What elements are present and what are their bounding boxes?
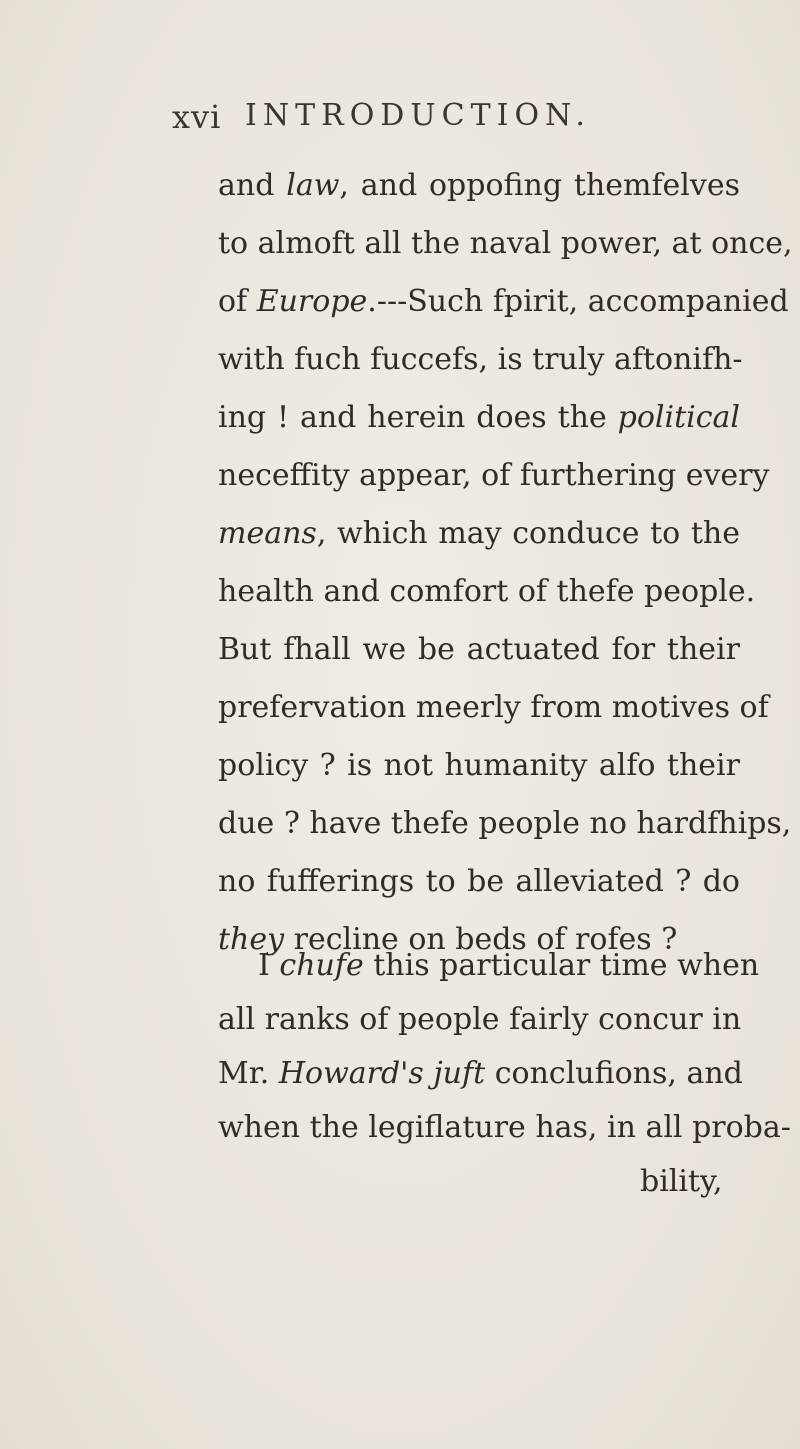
text-line xyxy=(218,398,740,438)
text-line xyxy=(218,630,740,670)
text-run: with fuch fuccefs, is truly aftonifh- xyxy=(218,342,743,377)
text-line xyxy=(218,514,740,554)
italic-text: chufe xyxy=(279,948,364,983)
text-run: when the legiflature has, in all proba- xyxy=(218,1110,791,1145)
page-header xyxy=(0,98,800,148)
italic-text: Howard's xyxy=(278,1056,424,1091)
italic-text: law xyxy=(286,168,340,203)
text-run: of xyxy=(218,284,257,319)
running-title: INTRODUCTION. xyxy=(245,98,591,133)
text-run: .---Such fpirit, accompanied xyxy=(367,284,789,319)
text-run: health and comfort of thefe people. xyxy=(218,574,756,609)
text-run: recline on beds of rofes ? xyxy=(284,922,678,957)
text-run: , which may conduce to the xyxy=(316,516,740,551)
italic-text: they xyxy=(218,922,285,957)
text-run: policy ? is not humanity alfo their xyxy=(218,748,740,783)
text-line xyxy=(218,572,756,612)
text-run: Mr. xyxy=(218,1056,279,1091)
text-line xyxy=(218,1054,743,1094)
text-run: neceffity appear, of furthering every xyxy=(218,458,770,493)
text-line xyxy=(218,456,770,496)
text-run: But fhall we be actuated for their xyxy=(218,632,740,667)
page-number: xvi xyxy=(172,98,222,136)
text-line xyxy=(218,166,740,206)
text-line xyxy=(218,224,793,264)
italic-text: juft xyxy=(433,1056,486,1091)
text-run: , and oppofing themfelves xyxy=(339,168,740,203)
text-run: I xyxy=(258,948,280,983)
italic-text: political xyxy=(617,400,740,435)
text-run: due ? have thefe people no hardfhips, xyxy=(218,806,792,841)
text-line xyxy=(218,804,792,844)
text-run: prefervation meerly from motives of xyxy=(218,690,769,725)
text-run: all ranks of people fairly concur in xyxy=(218,1002,742,1037)
italic-text: Europe xyxy=(256,284,368,319)
text-line xyxy=(218,340,743,380)
text-run xyxy=(424,1056,434,1091)
text-line xyxy=(218,862,740,902)
text-line xyxy=(258,946,760,986)
catchword: bility, xyxy=(640,1164,723,1199)
italic-text: means xyxy=(218,516,317,551)
text-line xyxy=(218,688,769,728)
text-run: ing ! and herein does the xyxy=(218,400,618,435)
text-run: conclufions, and xyxy=(485,1056,743,1091)
text-line xyxy=(218,282,789,322)
text-run: no fufferings to be alleviated ? do xyxy=(218,864,740,899)
text-line xyxy=(218,1108,791,1148)
text-run: this particular time when xyxy=(363,948,760,983)
text-run: and xyxy=(218,168,287,203)
text-line xyxy=(218,746,740,786)
text-run: to almoft all the naval power, at once, xyxy=(218,226,793,261)
text-line xyxy=(218,1000,740,1040)
